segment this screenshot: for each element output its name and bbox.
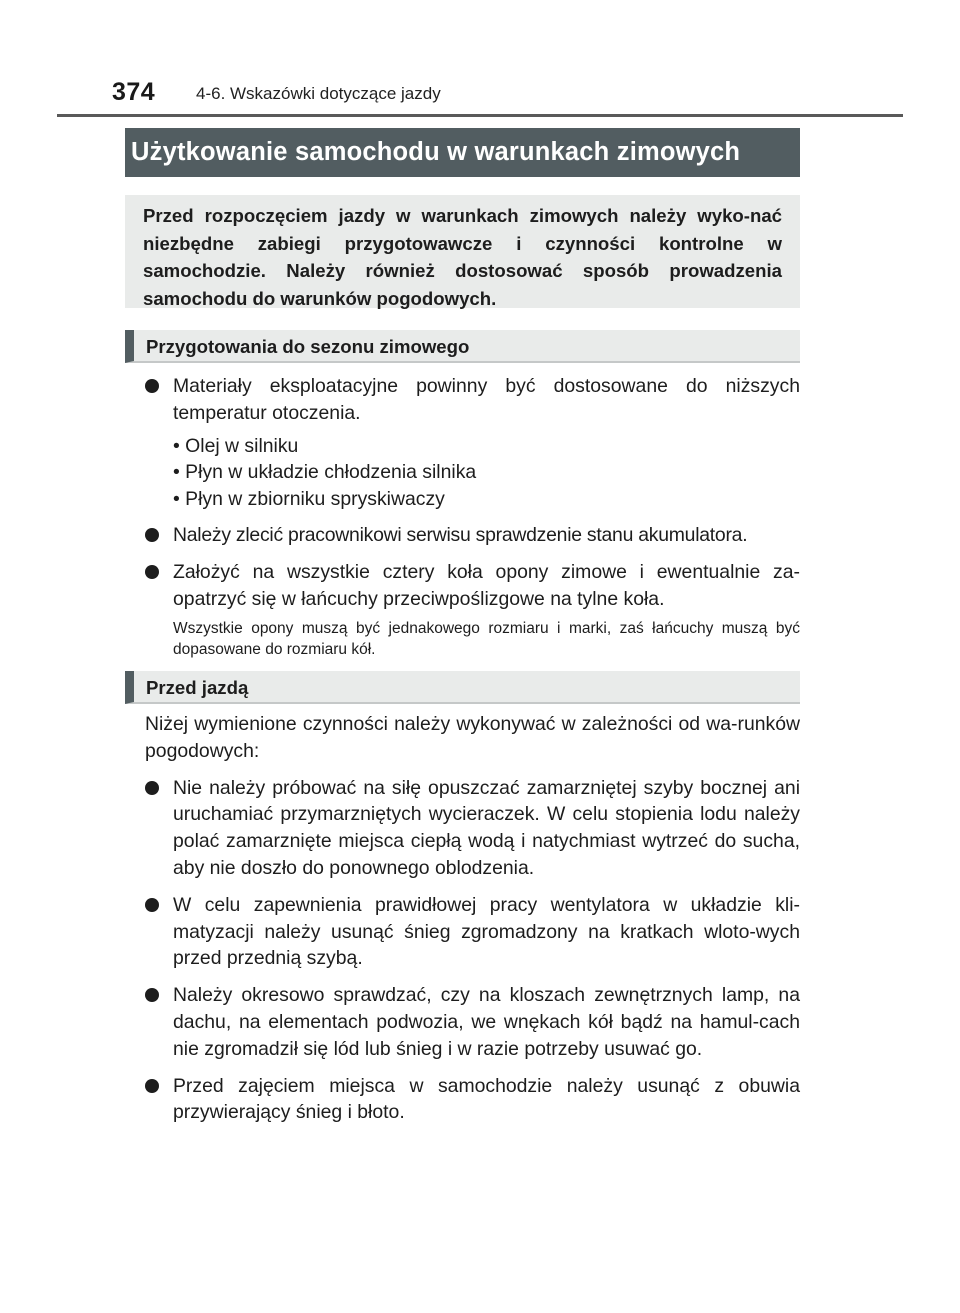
list-item (145, 1073, 800, 1127)
bullet-icon (145, 898, 159, 912)
header-divider (57, 114, 903, 117)
intro-box (125, 195, 800, 308)
list-item (145, 775, 800, 882)
section-before-driving-content (145, 711, 800, 1126)
section-intro-text: Niżej wymienione czynności należy wykonywać w zależności od wa-runków pogodowych: (145, 713, 800, 762)
bullet-icon (145, 988, 159, 1002)
sub-list-item: • Płyn w zbiorniku spryskiwaczy (173, 487, 445, 510)
bullet-text: Należy okresowo sprawdzać, czy na kloszach zewnętrznych lamp, na dachu, na elementach podwozia, we wnękach kół bądź na hamul-cach nie zgromadził się lód lub śnieg i w razie potrzeby usuwać go. (173, 984, 800, 1060)
page-title: Użytkowanie samochodu w warunkach zimowych (125, 128, 800, 177)
list-item (145, 559, 800, 661)
bullet-text: Przed zajęciem miejsca w samochodzie należy usunąć z obuwia przywierający śnieg i błoto. (173, 1074, 800, 1124)
bullet-icon (145, 781, 159, 795)
sub-list-item: • Olej w silniku (173, 434, 299, 457)
section-winter-prep-content (145, 373, 800, 660)
tire-note: Wszystkie opony muszą być jednakowego rozmiaru i marki, zaś łańcuchy muszą być dopasowane do rozmiaru kół. (173, 620, 800, 659)
list-item (145, 892, 800, 972)
list-item (145, 522, 800, 549)
bullet-icon (145, 528, 159, 542)
list-item (145, 982, 800, 1062)
bullet-text: Należy zlecić pracownikowi serwisu sprawdzenie stanu akumulatora. (173, 524, 748, 547)
section-reference: 4-6. Wskazówki dotyczące jazdy (196, 84, 441, 103)
bullet-icon (145, 565, 159, 579)
bullet-icon (145, 1079, 159, 1093)
bullet-text: Nie należy próbować na siłę opuszczać zamarzniętej szyby bocznej ani uruchamiać przymarzniętych wycieraczek. W celu stopienia lodu należy polać zamarznięte miejsca ciepłą wodą i natychmiast wytrzeć do sucha, aby nie doszło do ponownego oblodzenia. (173, 776, 800, 879)
list-item (145, 373, 800, 512)
intro-text: Przed rozpoczęciem jazdy w warunkach zimowych należy wyko-nać niezbędne zabiegi przygotowawcze i czynności kontrolne w samochodzie. Należy również dostosować sposób prowadzenia samochodu do warunków pogodowych. (143, 205, 782, 309)
bullet-icon (145, 379, 159, 393)
section-heading-before-driving: Przed jazdą (125, 671, 800, 704)
sub-list-item: • Płyn w układzie chłodzenia silnika (173, 461, 477, 484)
page-number: 374 (112, 78, 156, 106)
bullet-text: Materiały eksploatacyjne powinny być dostosowane do niższych temperatur otoczenia. (173, 375, 800, 424)
bullet-text: W celu zapewnienia prawidłowej pracy wentylatora w układzie kli-matyzacji należy usunąć śnieg zgromadzony na kratkach wloto-wych przed przednią szybą. (173, 893, 800, 970)
section-heading-winter-prep: Przygotowania do sezonu zimowego (125, 330, 800, 363)
bullet-text: Założyć na wszystkie cztery koła opony zimowe i ewentualnie za-opatrzyć się w łańcuchy przeciwpoślizgowe na tylne koła. (173, 560, 800, 610)
fluids-sub-list (173, 433, 800, 513)
